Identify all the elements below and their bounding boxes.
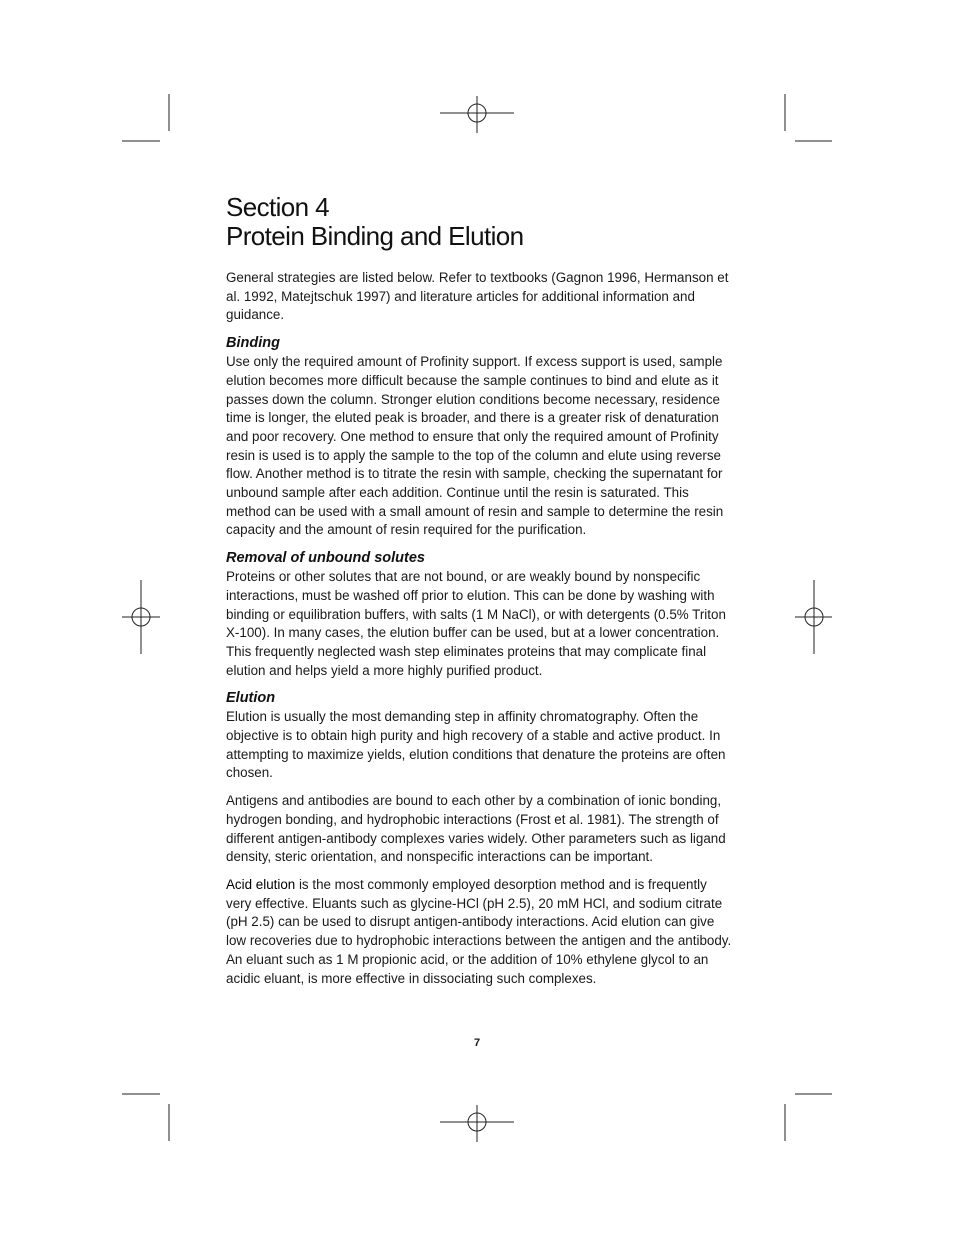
section-number: Section 4 <box>226 192 330 222</box>
binding-section <box>226 334 732 540</box>
crop-mark-bottom-left <box>122 1094 169 1141</box>
registration-mark-top <box>440 96 514 133</box>
page-content <box>226 193 732 997</box>
registration-mark-bottom <box>440 1105 514 1142</box>
elution-paragraph-1: Elution is usually the most demanding step in affinity chromatography. Often the objective is to obtain high purity and high recovery of a stable and active product. In attempting to maximize yields, elution conditions that denature the proteins are often chosen. <box>226 709 726 781</box>
elution-section <box>226 689 732 988</box>
section-title <box>226 193 732 251</box>
elution-paragraph-2: Antigens and antibodies are bound to each other by a combination of ionic bonding, hydrogen bonding, and hydrophobic interactions (Frost et al. 1981). The strength of different antigen-antibody complexes varies widely. Other parameters such as ligand density, steric orientation, and nonspecific interactions can be important. <box>226 793 726 865</box>
acid-elution-text: is the most commonly employed desorption method and is frequently very effective. Eluants such as glycine-HCl (pH 2.5), 20 mM HCl, and sodium citrate (pH 2.5) can be used to disrupt antigen-antibody interactions. Acid elution can give low recoveries due to hydrophobic interactions between the antigen and the antibody. An eluant such as 1 M propionic acid, or the addition of 10% ethylene glycol to an acidic eluant, is more effective in dissociating such complexes. <box>226 876 732 986</box>
removal-heading: Removal of unbound solutes <box>226 550 425 567</box>
section-name: Protein Binding and Elution <box>226 221 524 251</box>
registration-mark-left <box>122 580 160 654</box>
page-number: 7 <box>473 1037 481 1049</box>
removal-paragraph: Proteins or other solutes that are not bound, or are weakly bound by nonspecific interactions, must be washed off prior to elution. This can be done by washing with binding or equilibration buffers, with salts (1 M NaCl), or with detergents (0.5% Triton X-100). In many cases, the elution buffer can be used, but at a lower concentration. This frequently neglected wash step eliminates proteins that may complicate final elution and helps yield a more highly purified product. <box>226 569 726 678</box>
crop-mark-top-right <box>785 94 832 141</box>
elution-paragraph-3 <box>226 876 732 988</box>
registration-mark-right <box>795 580 832 654</box>
binding-paragraph: Use only the required amount of Profinity support. If excess support is used, sample elution becomes more difficult because the sample continues to bind and elute as it passes down the column. Stronger elution conditions become necessary, residence time is longer, the eluted peak is broader, and there is a greater risk of denaturation and poor recovery. One method to ensure that only the required amount of Profinity resin is used is to apply the sample to the top of the column and elute using reverse flow. Another method is to titrate the resin with sample, checking the supernatant for unbound sample after each addition. Continue until the resin is saturated. This method can be used with a small amount of resin and sample to determine the resin capacity and the amount of resin required for the purification. <box>226 354 724 538</box>
removal-section <box>226 549 732 680</box>
acid-elution-term: Acid elution <box>226 876 296 892</box>
intro-paragraph: General strategies are listed below. Refer to textbooks (Gagnon 1996, Hermanson et al. 1992, Matejtschuk 1997) and literature articles for additional information and guidance. <box>226 270 729 323</box>
crop-mark-bottom-right <box>785 1094 832 1141</box>
elution-heading: Elution <box>226 690 276 707</box>
binding-heading: Binding <box>226 335 280 352</box>
crop-mark-top-left <box>122 94 169 141</box>
